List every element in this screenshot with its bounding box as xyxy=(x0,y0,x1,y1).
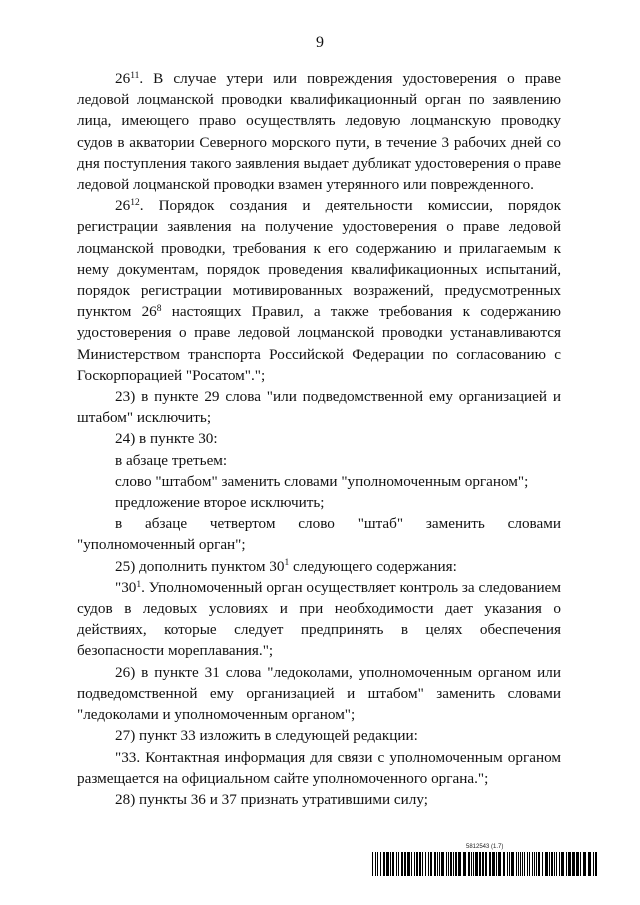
paragraph-point-30-1 xyxy=(77,577,561,662)
paragraph-text: 25) дополнить пунктом 30 xyxy=(115,557,285,575)
paragraph-item-26: 26) в пункте 31 слова "ледоколами, уполномоченным органом или подведомственной ему организацией и штабом" заменить словами "ледоколами и уполномоченным органом"; xyxy=(77,663,561,724)
point-superscript: 1 xyxy=(284,558,290,569)
point-number: 26 xyxy=(115,197,131,215)
point-superscript: 1 xyxy=(136,579,142,590)
point-superscript: 11 xyxy=(130,70,140,81)
document-body xyxy=(77,68,561,810)
paragraph-item-23: 23) в пункте 29 слова "или подведомственной ему организацией и штабом" исключить; xyxy=(77,388,561,427)
paragraph-subitem-fourth: в абзаце четвертом слово "штаб" заменить словами xyxy=(115,515,561,533)
paragraph-item-28: 28) пункты 36 и 37 признать утратившими силу; xyxy=(115,790,428,808)
paragraph-subitem: слово "штабом" заменить словами "уполномоченным органом"; xyxy=(115,472,529,490)
barcode-id: 5812543 (1.7) xyxy=(466,844,504,850)
paragraph-item-27: 27) пункт 33 изложить в следующей редакции: xyxy=(115,727,418,745)
paragraph-text: . Уполномоченный орган осуществляет контроль за следованием судов в ледовых условиях и при необходимости дает указания о действиях, которые следует предпринять в целях обеспечения безопасности мореплавания."; xyxy=(77,578,561,660)
paragraph-text: . Порядок создания и деятельности комиссии, порядок регистрации заявления на получение удостоверения о праве ледовой лоцманской проводки, требования к его содержанию и прилагаемым к нему документам, порядок проведения квалификационных испытаний, порядок регистрации мотивированных возражений, предусмотренных пунктом 26 xyxy=(77,197,561,321)
paragraph-item-25 xyxy=(77,556,561,577)
paragraph-26-12 xyxy=(77,195,561,386)
paragraph-26-11 xyxy=(77,68,561,195)
paragraph-text: настоящих Правил, а также требования к содержанию удостоверения о праве ледовой лоцманской проводки устанавливаются Министерством транспорта Российской Федерации по согласованию с Госкорпорацией "Росатом"."; xyxy=(77,303,561,384)
paragraph-subitem: в абзаце третьем: xyxy=(115,451,228,469)
page-number: 9 xyxy=(316,34,324,51)
paragraph-point-33: "33. Контактная информация для связи с уполномоченным органом размещается на официальном сайте уполномоченного органа."; xyxy=(77,748,561,787)
paragraph-text: следующего содержания: xyxy=(289,557,457,575)
barcode-image xyxy=(372,852,598,876)
paragraph-item-24: 24) в пункте 30: xyxy=(115,430,218,448)
point-number: "30 xyxy=(115,578,137,596)
paragraph-subitem-fourth-cont: "уполномоченный орган"; xyxy=(77,536,246,554)
paragraph-text: . В случае утери или повреждения удостоверения о праве ледовой лоцманской проводки квалификационный орган по заявлению лица, имеющего право осуществлять ледовую лоцманскую проводку судов в акватории Северного морского пути, в течение 3 рабочих дней со дня поступления такого заявления выдает дубликат удостоверения о праве ледовой лоцманской проводки взамен утерянного или поврежденного. xyxy=(77,70,561,194)
point-number: 26 xyxy=(115,70,131,87)
point-superscript: 12 xyxy=(130,198,140,208)
reference-superscript: 8 xyxy=(156,304,162,315)
paragraph-subitem: предложение второе исключить; xyxy=(115,494,325,512)
